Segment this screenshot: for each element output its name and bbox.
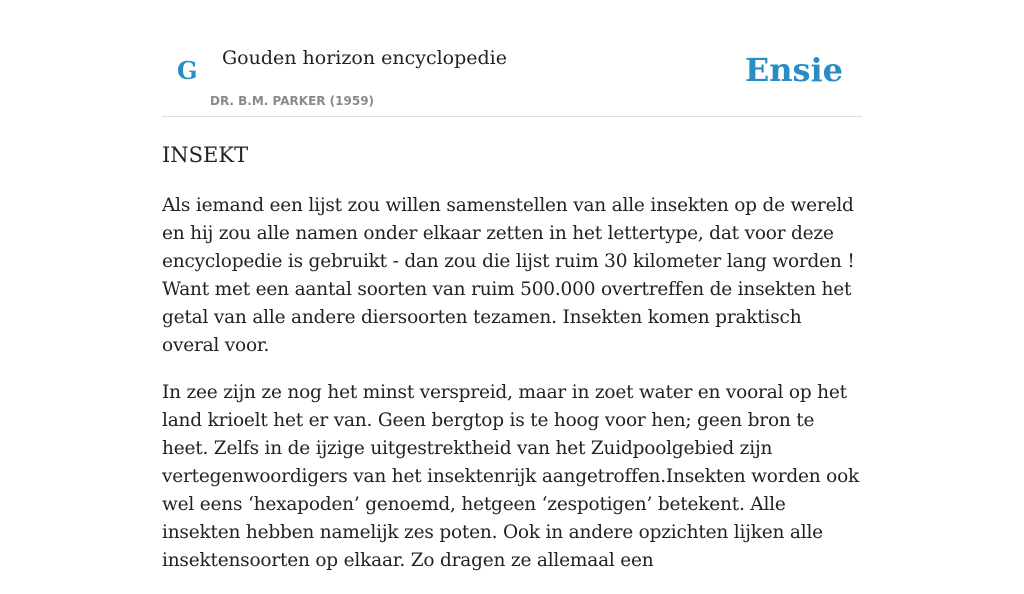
- source-logo[interactable]: G: [177, 56, 198, 85]
- source-header: [162, 0, 862, 117]
- source-author: DR. B.M. PARKER (1959): [210, 94, 375, 108]
- article-body: [162, 138, 862, 594]
- ensie-logo[interactable]: Ensie: [744, 51, 843, 89]
- source-title-link[interactable]: Gouden horizon encyclopedie: [222, 47, 507, 69]
- entry-title: INSEKT: [162, 143, 249, 167]
- paragraph: In zee zijn ze nog het minst verspreid, maar in zoet water en vooral op het land krioelt het er van. Geen bergtop is te hoog voor hen; geen bron te heet. Zelfs in de ijzige uitgestrektheid van het Zuidpoolgebied zijn vertegenwoordigers van het insektenrijk aangetroffen.Insekten worden ook wel eens ‘hexapoden’ genoemd, hetgeen ‘zespotigen’ betekent. Alle insekten hebben namelijk zes poten. Ook in andere opzichten lijken alle insektensoorten op elkaar. Zo dragen ze allemaal een: [162, 382, 860, 571]
- paragraph: Als iemand een lijst zou willen samenstellen van alle insekten op de wereld en hij zou alle namen onder elkaar zetten in het lettertype, dat voor deze encyclopedie is gebruikt - dan zou die lijst ruim 30 kilometer lang worden ! Want met een aantal soorten van ruim 500.000 overtreffen de insekten het getal van alle andere diersoorten tezamen. Insekten komen praktisch overal voor.: [162, 195, 855, 356]
